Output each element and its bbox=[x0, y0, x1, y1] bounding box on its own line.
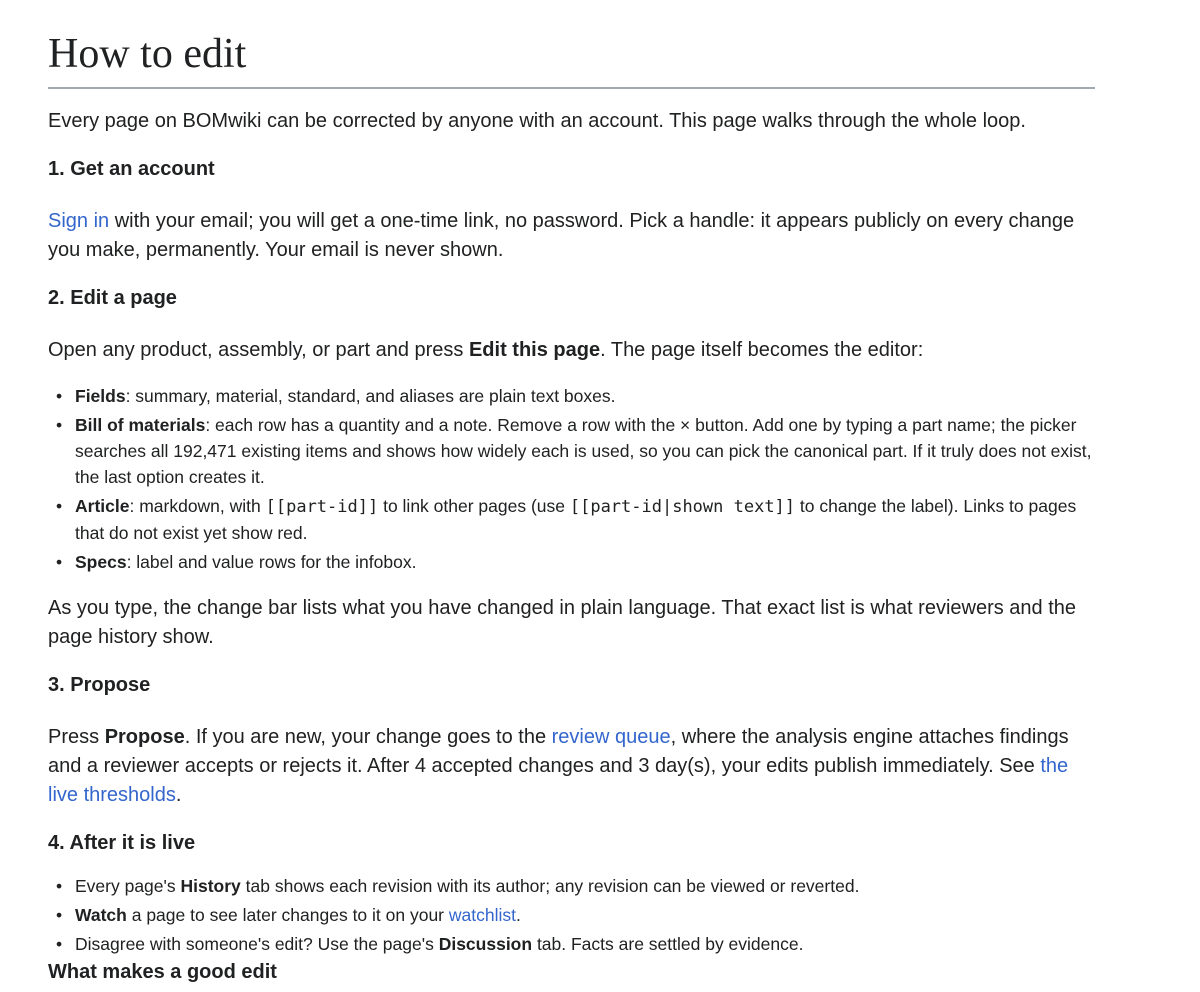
propose-text-d: . bbox=[175, 784, 182, 806]
heading-good-edit: What makes a good edit bbox=[48, 961, 277, 983]
bom-label: Bill of materials bbox=[75, 415, 206, 435]
list-item-history bbox=[75, 872, 1095, 901]
discussion-label: Discussion bbox=[438, 934, 533, 954]
fields-text: : summary, material, standard, and aliases are plain text boxes. bbox=[125, 386, 616, 406]
change-bar-paragraph: As you type, the change bar lists what you have changed in plain language. That exact list is what reviewers and the page history show. bbox=[48, 597, 1077, 648]
review-queue-link[interactable]: review queue bbox=[551, 726, 671, 748]
title-divider bbox=[48, 87, 1095, 89]
article-text-b: to link other pages (use bbox=[378, 496, 570, 516]
edit-intro-text-end: . The page itself becomes the editor: bbox=[600, 339, 924, 361]
history-text-b: tab shows each revision with its author; any revision can be viewed or reverted. bbox=[240, 876, 860, 896]
propose-text-c: , where the analysis engine attaches findings and a reviewer accepts or rejects it. After 4 accepted changes and 3 day(s), your edits publish immediately. See bbox=[48, 726, 1069, 777]
discussion-text-a: Disagree with someone's edit? Use the page's bbox=[75, 934, 439, 954]
discussion-text-b: tab. Facts are settled by evidence. bbox=[532, 934, 804, 954]
code-part-id: [[part-id]] bbox=[265, 497, 379, 517]
list-item-article bbox=[75, 493, 1095, 546]
after-live-list bbox=[48, 872, 1095, 959]
article-label: Article bbox=[75, 496, 130, 516]
watch-text-a: a page to see later changes to it on your bbox=[126, 905, 449, 925]
fields-label: Fields bbox=[75, 386, 126, 406]
watch-text-b: . bbox=[515, 905, 521, 925]
heading-edit-page: 2. Edit a page bbox=[48, 287, 177, 309]
watch-label: Watch bbox=[75, 905, 127, 925]
code-part-id-shown-text: [[part-id|shown text]] bbox=[569, 497, 796, 517]
history-text-a: Every page's bbox=[75, 876, 181, 896]
edit-this-page-label: Edit this page bbox=[468, 339, 601, 361]
account-paragraph bbox=[48, 207, 1095, 265]
sign-in-link[interactable]: Sign in bbox=[48, 210, 110, 232]
propose-text-a: Press bbox=[48, 726, 105, 748]
propose-paragraph bbox=[48, 723, 1095, 810]
propose-text-b: . If you are new, your change goes to the bbox=[184, 726, 552, 748]
list-item-bom bbox=[75, 412, 1095, 490]
live-thresholds-link[interactable]: the live thresholds bbox=[48, 755, 1069, 806]
specs-label: Specs bbox=[75, 552, 127, 572]
account-text: with your email; you will get a one-time link, no password. Pick a handle: it appears publicly on every change you make, permanently. Your email is never shown. bbox=[48, 210, 1075, 261]
list-item-discussion bbox=[75, 930, 1095, 959]
intro-text: Every page on BOMwiki can be corrected by anyone with an account. This page walks through the whole loop. bbox=[48, 110, 1026, 132]
list-item-specs bbox=[75, 549, 1095, 575]
article-text-a: : markdown, with bbox=[129, 496, 266, 516]
heading-propose: 3. Propose bbox=[48, 674, 151, 696]
propose-label: Propose bbox=[104, 726, 185, 748]
article-text-c: to change the label). Links to pages that do not exist yet show red. bbox=[75, 496, 1077, 543]
edit-intro-text: Open any product, assembly, or part and press bbox=[48, 339, 469, 361]
article-content bbox=[48, 0, 1095, 983]
heading-after-live: 4. After it is live bbox=[48, 832, 196, 854]
list-item-fields bbox=[75, 383, 1095, 409]
editor-list bbox=[48, 383, 1095, 578]
bom-text: : each row has a quantity and a note. Remove a row with the × button. Add one by typing a part name; the picker searches all 192,471 existing items and shows how widely each is used, so you can pick the canonical part. If it truly does not exist, the last option creates it. bbox=[75, 415, 1092, 487]
watchlist-link[interactable]: watchlist bbox=[448, 905, 516, 925]
list-item-watch bbox=[75, 901, 1095, 930]
specs-text: : label and value rows for the infobox. bbox=[126, 552, 417, 572]
edit-intro bbox=[48, 336, 1095, 365]
heading-get-account: 1. Get an account bbox=[48, 158, 215, 180]
history-label: History bbox=[180, 876, 241, 896]
page-title: How to edit bbox=[48, 31, 247, 77]
